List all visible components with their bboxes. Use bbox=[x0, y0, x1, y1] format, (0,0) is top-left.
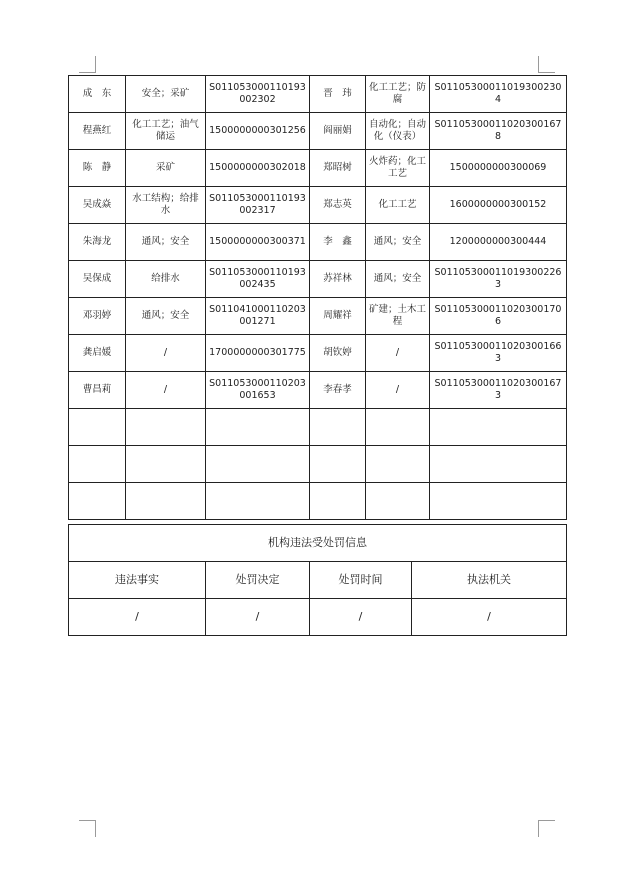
empty-cell bbox=[430, 409, 567, 446]
cert-cell: 1600000000300152 bbox=[430, 187, 567, 224]
empty-cell bbox=[126, 483, 206, 520]
table-row bbox=[69, 224, 567, 261]
name-cell: 程燕红 bbox=[69, 113, 126, 150]
major-cell: 通风；安全 bbox=[126, 224, 206, 261]
cert-cell: 1200000000300444 bbox=[430, 224, 567, 261]
table-row bbox=[69, 261, 567, 298]
name-cell: 成 东 bbox=[69, 76, 126, 113]
empty-cell bbox=[366, 483, 430, 520]
header-authority: 执法机关 bbox=[412, 562, 567, 599]
empty-cell bbox=[430, 483, 567, 520]
major-cell: 化工工艺 bbox=[366, 187, 430, 224]
empty-cell bbox=[206, 483, 310, 520]
table-row bbox=[69, 76, 567, 113]
table-row bbox=[69, 335, 567, 372]
value-time: / bbox=[310, 599, 412, 636]
major-cell: 化工工艺；油气储运 bbox=[126, 113, 206, 150]
major-cell: 自动化；自动化（仪表） bbox=[366, 113, 430, 150]
empty-cell bbox=[430, 446, 567, 483]
cert-cell: S011041000110203001271 bbox=[206, 298, 310, 335]
cert-cell: S011053000110203001663 bbox=[430, 335, 567, 372]
major-cell: 安全；采矿 bbox=[126, 76, 206, 113]
value-decision: / bbox=[206, 599, 310, 636]
name-cell: 曹昌莉 bbox=[69, 372, 126, 409]
cert-cell: S011053000110193002435 bbox=[206, 261, 310, 298]
name-cell: 阎丽娟 bbox=[310, 113, 366, 150]
name-cell: 龚启媛 bbox=[69, 335, 126, 372]
major-cell: 水工结构；给排水 bbox=[126, 187, 206, 224]
major-cell: 通风；安全 bbox=[366, 261, 430, 298]
cert-cell: S011053000110193002304 bbox=[430, 76, 567, 113]
cert-cell: 1500000000301256 bbox=[206, 113, 310, 150]
name-cell: 郑志英 bbox=[310, 187, 366, 224]
cert-cell: 1500000000300371 bbox=[206, 224, 310, 261]
value-authority: / bbox=[412, 599, 567, 636]
cert-cell: S011053000110203001653 bbox=[206, 372, 310, 409]
cert-cell: S011053000110203001678 bbox=[430, 113, 567, 150]
crop-mark-top-right bbox=[538, 56, 555, 73]
empty-cell bbox=[206, 409, 310, 446]
empty-cell bbox=[366, 446, 430, 483]
table-row bbox=[69, 187, 567, 224]
name-cell: 晋 玮 bbox=[310, 76, 366, 113]
name-cell: 吴保成 bbox=[69, 261, 126, 298]
name-cell: 吴成焱 bbox=[69, 187, 126, 224]
crop-mark-bottom-left bbox=[79, 820, 96, 837]
empty-row bbox=[69, 409, 567, 446]
cert-cell: 1500000000302018 bbox=[206, 150, 310, 187]
cert-cell: S011053000110203001706 bbox=[430, 298, 567, 335]
table-row bbox=[69, 372, 567, 409]
empty-cell bbox=[126, 409, 206, 446]
major-cell: / bbox=[366, 372, 430, 409]
empty-cell bbox=[69, 446, 126, 483]
table-row bbox=[69, 150, 567, 187]
major-cell: 通风；安全 bbox=[366, 224, 430, 261]
cert-cell: 1500000000300069 bbox=[430, 150, 567, 187]
empty-row bbox=[69, 446, 567, 483]
major-cell: / bbox=[126, 372, 206, 409]
crop-mark-bottom-right bbox=[538, 820, 555, 837]
cert-cell: S011053000110203001673 bbox=[430, 372, 567, 409]
empty-cell bbox=[126, 446, 206, 483]
name-cell: 李 鑫 bbox=[310, 224, 366, 261]
name-cell: 邓羽婷 bbox=[69, 298, 126, 335]
cert-cell: S011053000110193002263 bbox=[430, 261, 567, 298]
major-cell: 采矿 bbox=[126, 150, 206, 187]
empty-row bbox=[69, 483, 567, 520]
major-cell: 火炸药；化工工艺 bbox=[366, 150, 430, 187]
name-cell: 苏祥林 bbox=[310, 261, 366, 298]
name-cell: 朱海龙 bbox=[69, 224, 126, 261]
major-cell: / bbox=[366, 335, 430, 372]
empty-cell bbox=[69, 409, 126, 446]
name-cell: 胡钦婷 bbox=[310, 335, 366, 372]
empty-cell bbox=[310, 483, 366, 520]
header-time: 处罚时间 bbox=[310, 562, 412, 599]
major-cell: 矿建；土木工程 bbox=[366, 298, 430, 335]
empty-cell bbox=[310, 409, 366, 446]
name-cell: 周耀祥 bbox=[310, 298, 366, 335]
personnel-table bbox=[68, 75, 567, 520]
major-cell: 通风；安全 bbox=[126, 298, 206, 335]
major-cell: 化工工艺；防腐 bbox=[366, 76, 430, 113]
empty-cell bbox=[366, 409, 430, 446]
cert-cell: 1700000000301775 bbox=[206, 335, 310, 372]
empty-cell bbox=[310, 446, 366, 483]
value-facts: / bbox=[69, 599, 206, 636]
violations-table bbox=[68, 524, 567, 636]
header-facts: 违法事实 bbox=[69, 562, 206, 599]
crop-mark-top-left bbox=[79, 56, 96, 73]
empty-cell bbox=[69, 483, 126, 520]
name-cell: 郑昭树 bbox=[310, 150, 366, 187]
name-cell: 李春孝 bbox=[310, 372, 366, 409]
major-cell: / bbox=[126, 335, 206, 372]
name-cell: 陈 静 bbox=[69, 150, 126, 187]
violations-title: 机构违法受处罚信息 bbox=[69, 525, 567, 562]
header-decision: 处罚决定 bbox=[206, 562, 310, 599]
cert-cell: S011053000110193002317 bbox=[206, 187, 310, 224]
table-row bbox=[69, 298, 567, 335]
empty-cell bbox=[206, 446, 310, 483]
cert-cell: S011053000110193002302 bbox=[206, 76, 310, 113]
table-row bbox=[69, 113, 567, 150]
major-cell: 给排水 bbox=[126, 261, 206, 298]
